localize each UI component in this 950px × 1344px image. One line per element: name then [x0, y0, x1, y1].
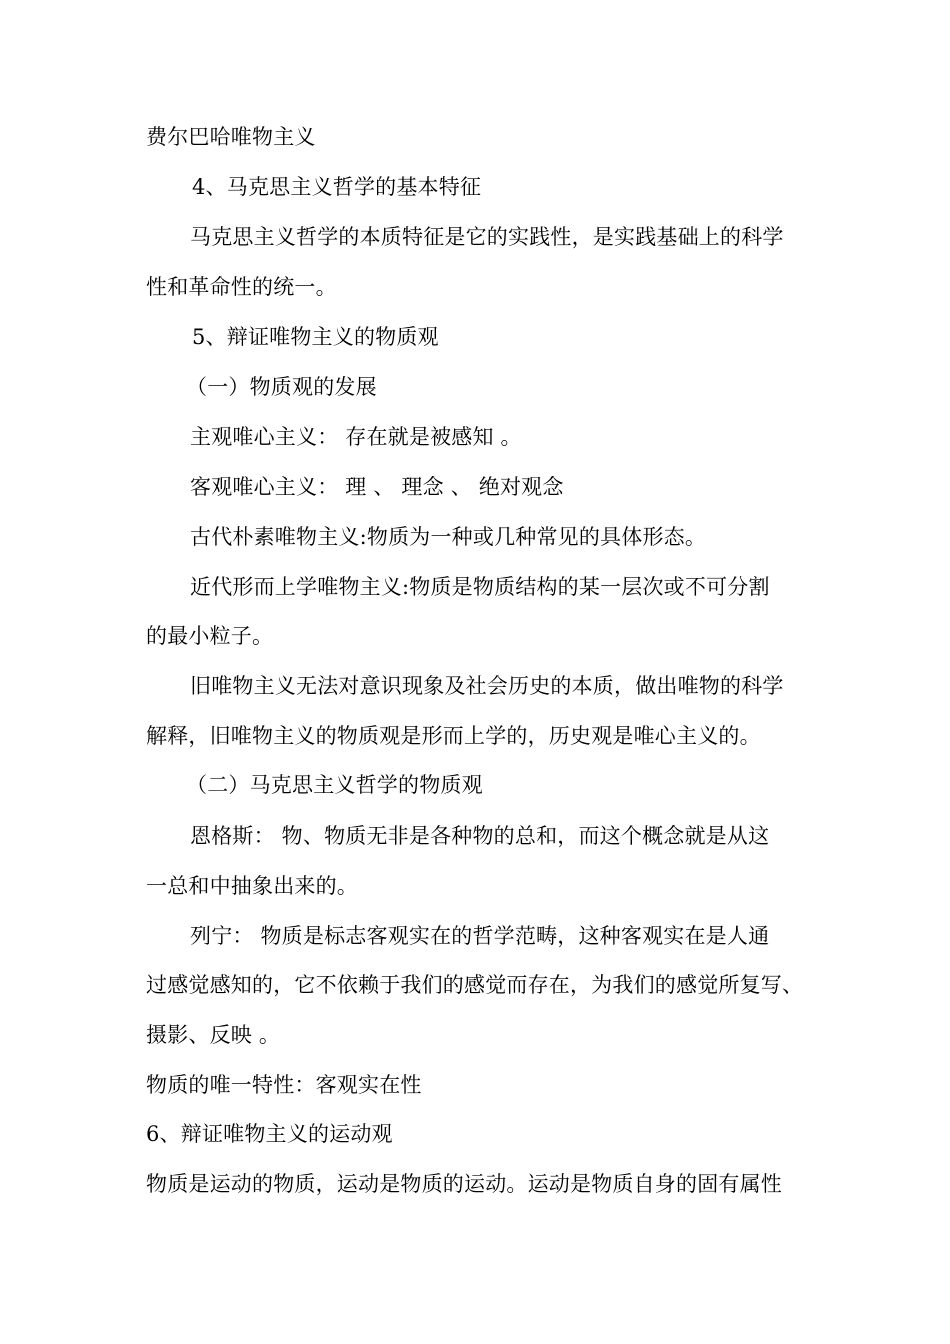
- paragraph-line: 过感觉感知的，它不依赖于我们的感觉而存在，为我们的感觉所复写、: [146, 973, 804, 997]
- paragraph-line: 主观唯心主义： 存在就是被感知 。: [190, 425, 522, 449]
- paragraph-line: 客观唯心主义： 理 、 理念 、 绝对观念: [190, 475, 564, 499]
- paragraph-line: 列宁： 物质是标志客观实在的哲学范畴，这种客观实在是人通: [190, 924, 770, 948]
- subsection-heading: （一）物质观的发展: [186, 375, 377, 399]
- paragraph-line: 恩格斯： 物、物质无非是各种物的总和，而这个概念就是从这: [190, 824, 770, 848]
- subsection-heading: （二）马克思主义哲学的物质观: [186, 773, 483, 797]
- paragraph-line: 的最小粒子。: [146, 624, 274, 648]
- paragraph-line: 物质的唯一特性：客观实在性: [146, 1073, 422, 1097]
- paragraph-line: 古代朴素唯物主义:物质为一种或几种常见的具体形态。: [190, 525, 707, 549]
- paragraph-line: 性和革命性的统一。: [146, 275, 337, 299]
- paragraph-line: 物质是运动的物质，运动是物质的运动。运动是物质自身的固有属性: [146, 1172, 782, 1196]
- paragraph-line: 马克思主义哲学的本质特征是它的实践性，是实践基础上的科学: [190, 225, 784, 249]
- paragraph-line: 近代形而上学唯物主义:物质是物质结构的某一层次或不可分割: [190, 575, 770, 599]
- paragraph-line: 旧唯物主义无法对意识现象及社会历史的本质，做出唯物的科学: [190, 674, 784, 698]
- paragraph-line: 解释，旧唯物主义的物质观是形而上学的，历史观是唯心主义的。: [146, 724, 761, 748]
- section-heading: 4、马克思主义哲学的基本特征: [192, 175, 482, 199]
- section-heading: 6、辩证唯物主义的运动观: [146, 1122, 393, 1146]
- section-heading: 5、辩证唯物主义的物质观: [192, 325, 439, 349]
- paragraph-line: 一总和中抽象出来的。: [146, 874, 358, 898]
- text-line: 费尔巴哈唯物主义: [146, 125, 316, 149]
- paragraph-line: 摄影、反映 。: [146, 1023, 281, 1047]
